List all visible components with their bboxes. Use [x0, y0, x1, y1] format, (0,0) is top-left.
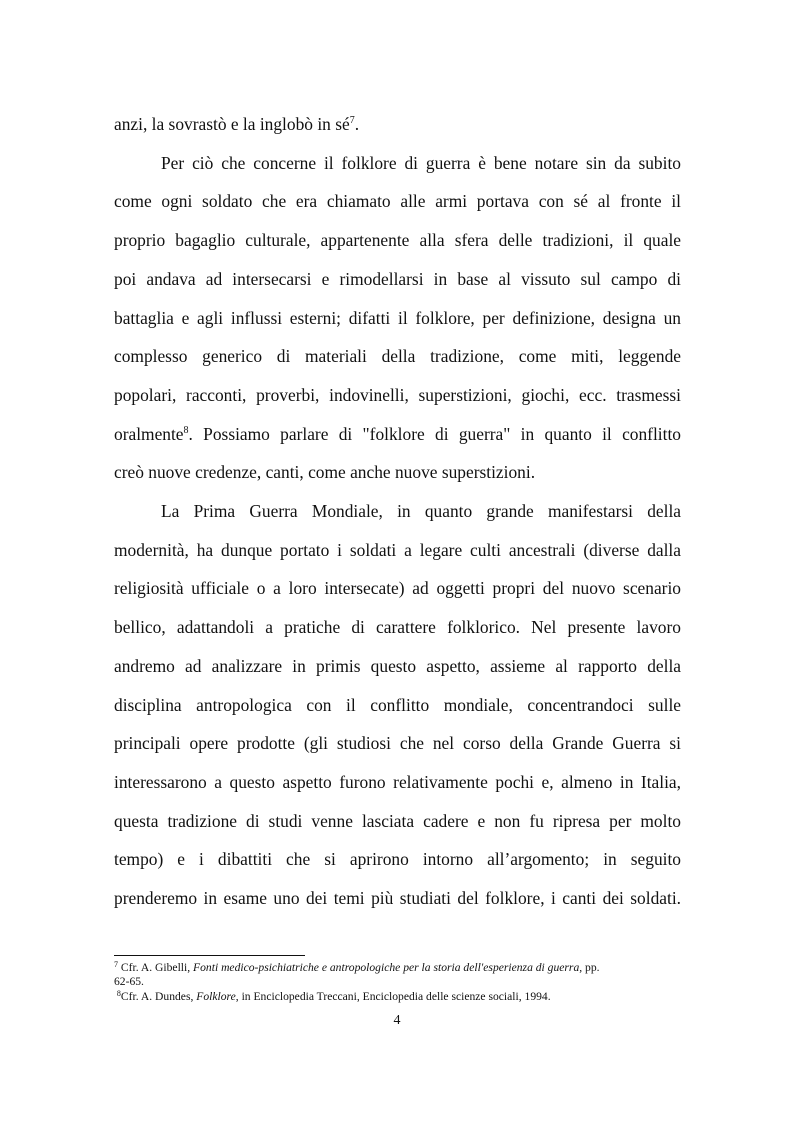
footnote-number: 7: [114, 960, 118, 969]
text-line: La Prima Guerra Mondiale, in quanto grande manifestarsi della: [161, 501, 681, 522]
footnote-number: 8: [116, 988, 121, 998]
footnote-ref-7[interactable]: 7: [349, 115, 355, 126]
footnotes: [114, 961, 681, 1003]
text-line: andremo ad analizzare in primis questo aspetto, assieme al rapporto della: [114, 655, 681, 676]
text-line: tempo) e i dibattiti che si aprirono intorno all’argomento; in seguito: [114, 849, 681, 870]
text-line: poi andava ad intersecarsi e rimodellarsi in base al vissuto sul campo di: [114, 268, 681, 289]
text-line: come ogni soldato che era chiamato alle armi portava con sé al fronte il: [114, 191, 681, 212]
text-line: prenderemo in esame uno dei temi più studiati del folklore, i canti dei soldati.: [114, 888, 681, 909]
footnote-7: $^7$ Cfr. A. Gibelli, Fonti medico-psichiatriche e antropologiche per la storia dell'esperienza di guerra, pp. 62-65.: [114, 960, 600, 988]
text-line: principali opere prodotte (gli studiosi che nel corso della Grande Guerra si: [114, 733, 681, 754]
text-line: modernità, ha dunque portato i soldati a legare culti ancestrali (diverse dalla: [114, 539, 681, 560]
text-line: anzi, la sovrastò e la inglobò in $sé^7$.: [114, 114, 360, 134]
body-text: [114, 105, 681, 918]
text-line: creò nuove credenze, canti, come anche nuove superstizioni.: [114, 462, 536, 483]
text-line: religiosità ufficiale o a loro intersecate) ad oggetti propri del nuovo scenario: [114, 578, 681, 599]
text-line: bellico, adattandoli a pratiche di carattere folklorico. Nel presente lavoro: [114, 617, 681, 638]
text-line: questa tradizione di studi venne lasciata cadere e non fu ripresa per molto: [114, 810, 681, 831]
footnote-divider: [114, 955, 305, 956]
text-line: battaglia e agli influssi esterni; difatti il folklore, per definizione, designa un: [114, 307, 681, 328]
footnote-8: $^8$Cfr. A. Dundes, Folklore, in Enciclopedia Treccani, Enciclopedia delle scienze sociali, 1994.: [116, 988, 551, 1003]
text-line: disciplina antropologica con il conflitto mondiale, concentrandoci sulle: [114, 694, 681, 715]
text-line: proprio bagaglio culturale, appartenente alla sfera delle tradizioni, il quale: [114, 230, 681, 251]
page-number: 4: [393, 1013, 401, 1028]
footnote-ref-8[interactable]: 8: [183, 424, 189, 436]
text-line: complesso generico di materiali della tradizione, come miti, leggende: [114, 346, 681, 367]
text-line: popolari, racconti, proverbi, indovinelli, superstizioni, giochi, ecc. trasmessi: [114, 384, 681, 405]
text-line: interessarono a questo aspetto furono relativamente pochi e, almeno in Italia,: [114, 771, 681, 792]
text-line: Per ciò che concerne il folklore di guerra è bene notare sin da subito: [161, 152, 681, 173]
text-line: oralmente$^8$. Possiamo parlare di "folklore di guerra" in quanto il conflitto: [114, 423, 681, 444]
